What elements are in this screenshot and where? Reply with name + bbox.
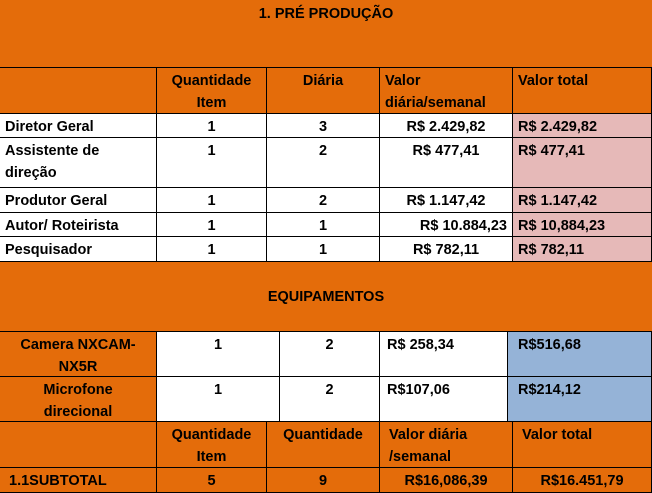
table-row-qty: 1 bbox=[157, 213, 267, 237]
header2-diaria-cell bbox=[267, 422, 380, 468]
equip-row-total: R$516,68 bbox=[508, 332, 652, 377]
table-row-total: R$ 477,41 bbox=[513, 138, 652, 188]
table-row-total: R$ 782,11 bbox=[513, 237, 652, 262]
subtotal-valor: R$16,086,39 bbox=[380, 468, 513, 493]
table-row-qty: 1 bbox=[157, 138, 267, 188]
subtotal-diaria: 9 bbox=[267, 468, 380, 493]
table-row-valor: R$ 1.147,42 bbox=[380, 188, 513, 213]
equip-row-valor: R$107,06 bbox=[380, 377, 508, 422]
subtotal-qty: 5 bbox=[157, 468, 267, 493]
section-band-equipamentos bbox=[0, 262, 652, 332]
equip-row-qty: 1 bbox=[157, 377, 280, 422]
table-row-diaria: 3 bbox=[267, 114, 380, 138]
table-row-name: Autor/ Roteirista bbox=[0, 213, 157, 237]
table-row-total: R$ 2.429,82 bbox=[513, 114, 652, 138]
table-row-total: R$ 1.147,42 bbox=[513, 188, 652, 213]
table-row-valor: R$ 477,41 bbox=[380, 138, 513, 188]
equip-row-name: Microfone direcional bbox=[0, 377, 157, 422]
table-row-valor: R$ 2.429,82 bbox=[380, 114, 513, 138]
table-row-name: Assistente de direção bbox=[0, 138, 157, 188]
header1-total-label: Valor total bbox=[518, 73, 589, 89]
subtotal-label: 1.1SUBTOTAL bbox=[0, 468, 157, 493]
table-row-diaria: 2 bbox=[267, 188, 380, 213]
header1-diaria-cell bbox=[267, 67, 380, 114]
header1-qty-cell bbox=[157, 67, 267, 114]
header2-qty-label: Quantidade Item bbox=[171, 427, 252, 465]
header2-diaria-label: Quantidade bbox=[283, 427, 363, 443]
header2-total-cell bbox=[513, 422, 652, 468]
section-band-pre-producao bbox=[0, 0, 652, 67]
header2-valor-cell bbox=[380, 422, 513, 468]
table-row-diaria: 2 bbox=[267, 138, 380, 188]
header1-diaria-label: Diária bbox=[302, 73, 344, 89]
table-row-diaria: 1 bbox=[267, 237, 380, 262]
table-row-valor: R$ 782,11 bbox=[380, 237, 513, 262]
header2-qty-cell bbox=[157, 422, 267, 468]
equip-row-name: Camera NXCAM-NX5R bbox=[0, 332, 157, 377]
header1-valor-cell bbox=[380, 67, 513, 114]
header1-total-cell bbox=[513, 67, 652, 114]
equip-row-valor: R$ 258,34 bbox=[380, 332, 508, 377]
section-title-pre-producao: 1. PRÉ PRODUÇÃO bbox=[258, 6, 394, 22]
header2-item-cell bbox=[0, 422, 157, 468]
table-row-qty: 1 bbox=[157, 188, 267, 213]
header1-qty-label: Quantidade Item bbox=[171, 73, 252, 111]
table-row-valor: R$ 10.884,23 bbox=[380, 213, 513, 237]
equip-row-diaria: 2 bbox=[280, 332, 380, 377]
equip-row-diaria: 2 bbox=[280, 377, 380, 422]
subtotal-total: R$16.451,79 bbox=[513, 468, 652, 493]
table-row-name: Produtor Geral bbox=[0, 188, 157, 213]
table-row-name: Pesquisador bbox=[0, 237, 157, 262]
table-row-qty: 1 bbox=[157, 237, 267, 262]
header1-valor-label: Valor diária/semanal bbox=[385, 73, 486, 111]
section-title-equipamentos: EQUIPAMENTOS bbox=[267, 289, 385, 305]
header2-total-label: Valor total bbox=[522, 427, 593, 443]
table-row-qty: 1 bbox=[157, 114, 267, 138]
equip-row-total: R$214,12 bbox=[508, 377, 652, 422]
equip-row-qty: 1 bbox=[157, 332, 280, 377]
header1-item-cell bbox=[0, 67, 157, 114]
table-row-name: Diretor Geral bbox=[0, 114, 157, 138]
header2-valor-label: Valor diária /semanal bbox=[389, 427, 468, 465]
table-row-total: R$ 10,884,23 bbox=[513, 213, 652, 237]
table-row-diaria: 1 bbox=[267, 213, 380, 237]
